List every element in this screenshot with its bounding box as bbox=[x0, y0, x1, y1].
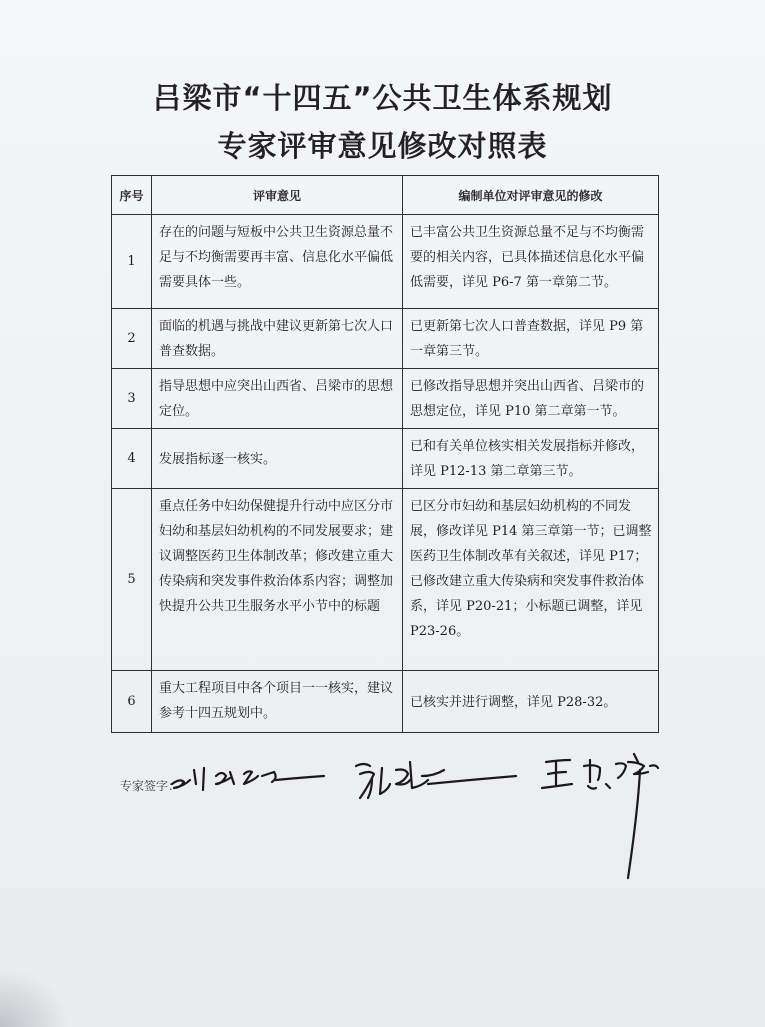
row-number: 4 bbox=[112, 429, 152, 489]
table-row bbox=[112, 671, 659, 733]
review-opinion: 指导思想中应突出山西省、吕梁市的思想定位。 bbox=[152, 369, 403, 429]
table-row bbox=[112, 309, 659, 369]
signature-3 bbox=[542, 754, 658, 878]
table-row bbox=[112, 215, 659, 309]
row-number: 2 bbox=[112, 309, 152, 369]
revision-note: 已区分市妇幼和基层妇幼机构的不同发展，修改详见 P14 第三章第一节；已调整医药卫生体制改革有关叙述，详见 P17；已修改建立重大传染病和突发事件救治体系，详见 P20-21；小标题已调整，详见 P23-26。 bbox=[403, 489, 659, 671]
table-row bbox=[112, 429, 659, 489]
row-number: 6 bbox=[112, 671, 152, 733]
expert-signatures bbox=[160, 740, 720, 900]
header-opinion: 评审意见 bbox=[152, 176, 403, 215]
review-opinion: 发展指标逐一核实。 bbox=[152, 429, 403, 489]
document-title: 吕梁市“十四五”公共卫生体系规划 bbox=[152, 81, 613, 115]
revision-note: 已核实并进行调整，详见 P28-32。 bbox=[403, 671, 659, 733]
review-opinion: 存在的问题与短板中公共卫生资源总量不足与不均衡需要再丰富、信息化水平偏低需要具体一些。 bbox=[152, 215, 403, 309]
review-opinion: 重点任务中妇幼保健提升行动中应区分市妇幼和基层妇幼机构的不同发展要求；建议调整医药卫生体制改革；修改建立重大传染病和突发事件救治体系内容；调整加快提升公共卫生服务水平小节中的标题 bbox=[152, 489, 403, 671]
comparison-table bbox=[111, 175, 659, 733]
review-opinion: 面临的机遇与挑战中建议更新第七次人口普查数据。 bbox=[152, 309, 403, 369]
revision-note: 已更新第七次人口普查数据，详见 P9 第一章第三节。 bbox=[403, 309, 659, 369]
signature-label: 专家签字： bbox=[120, 779, 181, 793]
table-header-row bbox=[112, 176, 659, 215]
table-row bbox=[112, 369, 659, 429]
signature-2 bbox=[356, 762, 516, 798]
revision-note: 已和有关单位核实相关发展指标并修改，详见 P12-13 第二章第三节。 bbox=[403, 429, 659, 489]
revision-note: 已修改指导思想并突出山西省、吕梁市的思想定位，详见 P10 第二章第一节。 bbox=[403, 369, 659, 429]
row-number: 3 bbox=[112, 369, 152, 429]
review-opinion: 重大工程项目中各个项目一一核实，建议参考十四五规划中。 bbox=[152, 671, 403, 733]
header-revision: 编制单位对评审意见的修改 bbox=[403, 176, 659, 215]
header-no: 序号 bbox=[112, 176, 152, 215]
table-row bbox=[112, 489, 659, 671]
row-number: 5 bbox=[112, 489, 152, 671]
document-subtitle: 专家评审意见修改对照表 bbox=[217, 129, 548, 163]
row-number: 1 bbox=[112, 215, 152, 309]
signature-1 bbox=[172, 768, 324, 790]
revision-note: 已丰富公共卫生资源总量不足与不均衡需要的相关内容，已具体描述信息化水平偏低需要，详见 P6-7 第一章第二节。 bbox=[403, 215, 659, 309]
